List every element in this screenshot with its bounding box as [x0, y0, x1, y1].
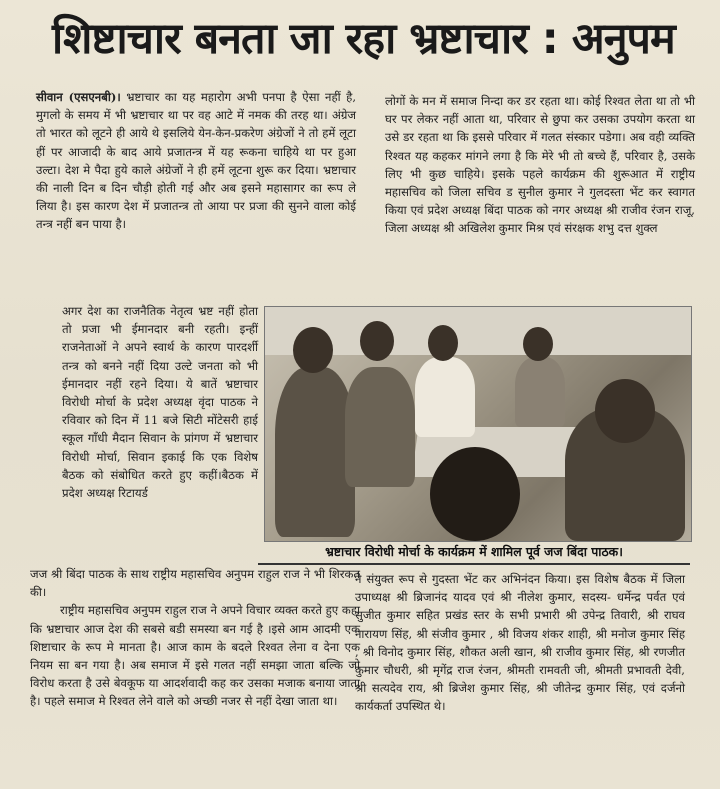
article-column-5: [355, 570, 685, 716]
column-2-text: लोगों के मन में समाज निन्दा कर डर रहता था। कोई रिश्वत लेता था तो भी घर पर लेकर नहीं आता था, परिवार से छुपा कर उसका उपयोग करता था उसे डर रहता था कि इससे परिवार में गलत संस्कार पडेगा। अब वही व्यक्ति रिश्वत यह कहकर मांगने लगा है कि मेरे भी तो बच्चे हैं, परिवार है, उसके लिए भी कुछ चाहिये। इसके पहले कार्यक्रम की शुरूआत में राष्ट्रीय महासचिव को जिला सचिव ड सुनील कुमार ने गुलदस्ता भेंट कर स्वागत किया एवं प्रदेश अध्यक्ष बिंदा पाठक को नगर अध्यक्ष श्री राजीव रंजन राजू, जिला अध्यक्ष श्री अखिलेश कुमार मिश्र एवं संरक्षक शभु दत्त शुक्ल: [385, 94, 695, 236]
headline: शिष्टाचार बनता जा रहा भ्रष्टाचार : अनुपम: [52, 14, 675, 64]
photo-person-head: [428, 325, 458, 361]
article-column-3: [62, 302, 258, 502]
photo-person: [275, 367, 355, 537]
column-4-paragraph-2: राष्ट्रीय महासचिव अनुपम राहुल राज ने अपने विचार व्यक्त करते हुए कहा कि भ्रष्टाचार आज देश की सबसे बडी समस्या बन गई है ।इसे आम आदमी एक शिष्टाचार के रूप मे मानता है। आज काम के बदले रिश्वत लेना व देना एक नियम सा बन गया है। अब समाज में इसे गलत नहीं समझा जाता बल्कि जो विरोध करता है उसे बेवकूफ या आदर्शवादी कह कर उसका मजाक बनाया जाता है। पहले समाज मे रिश्वत लेने वाले को अच्छी नजर से नहीं देखा जाता था।: [30, 603, 360, 709]
photo-person-head: [595, 379, 655, 443]
article-column-2: [385, 92, 695, 238]
dateline: सीवान (एसएनबी)।: [36, 90, 121, 104]
photo-person: [345, 367, 415, 487]
news-photo: [264, 306, 692, 542]
photo-person: [415, 357, 475, 437]
column-5-text: ने संयुक्त रूप से गुदस्ता भेंट कर अभिनंदन किया। इस विशेष बैठक में जिला उपाध्यक्ष श्री ब्रिजानंद यादव एवं श्री नीलेश कुमार, सदस्य- धर्मेन्द्र पर्वत एवं सुजीत कुमार सहित प्रखंड स्तर के सभी प्रभारी श्री उपेन्द्र तिवारी, श्री राघव नारायण सिंह, श्री संजीव कुमार , श्री विजय शंकर शाही, श्री मनोज कुमार सिंह , श्री विनोद कुमार सिंह, शौकत अली खान, श्री राजीव कुमार सिंह, श्री रणजीत कुमार चौधरी, श्री मृगेंद्र राज रंजन, श्रीमती रामवती जी, श्रीमती प्रभावती देवी, श्री सत्यदेव राय, श्री ब्रिजेश कुमार सिंह, श्री जीतेन्द्र कुमार सिंह, एवं दर्जनो कार्यकर्ता उपस्थित थे।: [355, 572, 685, 714]
column-1-text: भ्रष्टाचार का यह महारोग अभी पनपा है ऐसा नहीं है, मुगलो के समय में भी भ्रष्टाचार था पर वह आटे में नमक की तरह था। अंग्रेज तो भारत को लूटने ही आये थे इसलिये येन-केन-प्रकरेण अंग्रेजों ने तो हमें लूटा हीं पर आजादी के बाद आये प्रजातन्त्र में यह रूकना चाहिये था पर हुआ उल्टा। देश मे पैदा हुये काले अंग्रेजों ने ही हमें लूटना शुरू कर दिया। भ्रष्टाचार की नाली दिन ब दिन चौड़ी होती गई और अब इसने महासागर का रूप ले लिया है। इस कारण देश में प्रजातन्त्र तो आया पर प्रजा की सुनने वाला कोई तन्त्र नहीं बन पाया है।: [36, 90, 357, 232]
article-column-4: [30, 565, 360, 711]
photo-person-head: [523, 327, 553, 361]
photo-caption: भ्रष्टाचार विरोधी मोर्चा के कार्यक्रम में शामिल पूर्व जज बिंदा पाठक।: [325, 544, 623, 559]
photo-person-head: [293, 327, 333, 373]
photo-person: [515, 357, 565, 427]
column-3-text: अगर देश का राजनैतिक नेतृत्व भ्रष्ट नहीं होता तो प्रजा भी ईमानदार बनी रहती। इन्हीं राजनेताओं ने अपने स्वार्थ के कारण पारदर्शी तन्त्र को बनने नहीं दिया उल्टे जनता को भी ईमानदार नहीं रहने दिया। ये बातें भ्रष्टाचार विरोधी मोर्चा के प्रदेश अध्यक्ष वृंदा पाठक ने रविवार को दिन में 11 बजे सिटी मोंटेसरी हाई स्कूल गाँधी मैदान सिवान के प्रांगण में भ्रष्टाचार विरोधी मोर्चा, सिवान इकाई कि एक विशेष बैठक को संबोधित करते हुए कहीं।बैठक में प्रदेश अध्यक्ष रिटायर्ड: [62, 304, 258, 501]
article-column-1: [36, 88, 356, 234]
photo-person-head: [360, 321, 394, 361]
column-1-paragraph: [36, 88, 356, 234]
photo-person-head: [430, 447, 520, 541]
column-4-paragraph-1: जज श्री बिंदा पाठक के साथ राष्ट्रीय महासचिव अनुपम राहुल राज ने भी शिरकत की।: [30, 567, 360, 600]
